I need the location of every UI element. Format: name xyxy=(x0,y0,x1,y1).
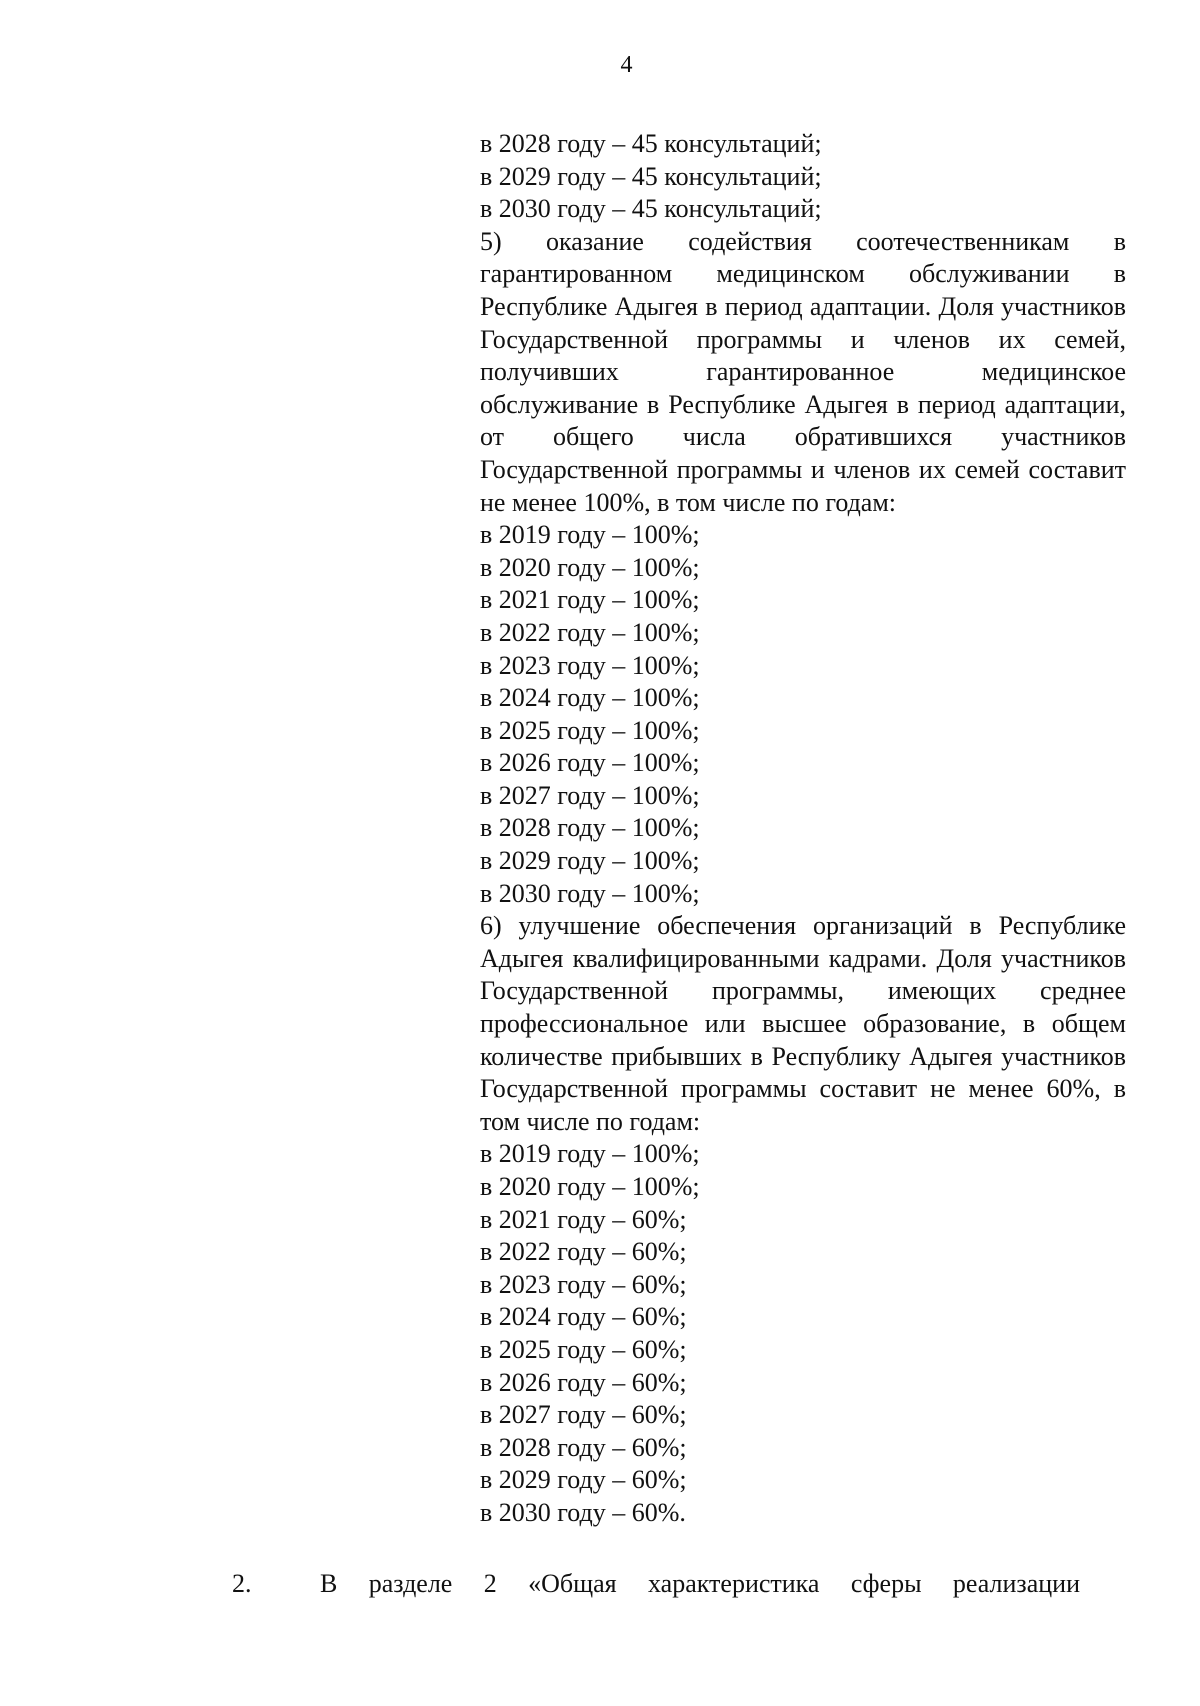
list-item: в 2020 году – 100%; xyxy=(480,552,700,582)
item-5-paragraph: 5) оказание содействия соотечественникам в гарантированном медицинском обслуживании в Республике Адыгея в период адаптации. Доля участников Государственной программы и членов их семей, получивших гарантированное медицинское обслуживание в Республике Адыгея в период адаптации, от общего числа обратившихся участников Государственной программы и членов их семей составит не менее 100%, в том числе по годам: xyxy=(480,226,1126,517)
document-body xyxy=(480,128,1126,1530)
list-item: в 2024 году – 60%; xyxy=(480,1302,687,1332)
list-item: в 2023 году – 60%; xyxy=(480,1269,687,1299)
list-item: в 2019 году – 100%; xyxy=(480,1139,700,1169)
list-item: в 2030 году – 100%; xyxy=(480,878,700,908)
list-item: в 2026 году – 100%; xyxy=(480,748,700,778)
list-item: в 2029 году – 45 консультаций; xyxy=(480,161,822,191)
item-text: В разделе 2 «Общая характеристика сферы реализации xyxy=(320,1569,1080,1598)
list-item: в 2023 году – 100%; xyxy=(480,650,700,680)
list-item: в 2021 году – 100%; xyxy=(480,585,700,615)
list-item: в 2028 году – 45 консультаций; xyxy=(480,129,822,158)
list-item: в 2022 году – 60%; xyxy=(480,1237,687,1267)
list-item: в 2026 году – 60%; xyxy=(480,1367,687,1397)
list-item: в 2029 году – 60%; xyxy=(480,1465,687,1495)
list-item: в 2020 году – 100%; xyxy=(480,1172,700,1201)
item-6-paragraph: 6) улучшение обеспечения организаций в Республике Адыгея квалифицированными кадрами. Доля участников Государственной программы, имеющих среднее профессиональное или высшее образование, в общем количестве прибывших в Республику Адыгея участников Государственной программы составит не менее 60%, в том числе по годам: xyxy=(480,911,1126,1136)
list-item: в 2029 году – 100%; xyxy=(480,846,700,876)
list-item: в 2027 году – 100%; xyxy=(480,780,700,810)
list-item: в 2030 году – 45 консультаций; xyxy=(480,194,822,224)
item-number: 2. xyxy=(232,1569,252,1598)
page-number: 4 xyxy=(620,52,633,78)
list-item: в 2027 году – 60%; xyxy=(480,1400,687,1430)
list-item: в 2022 году – 100%; xyxy=(480,617,700,647)
list-item: в 2024 году – 100%; xyxy=(480,683,700,713)
list-item: в 2021 году – 60%; xyxy=(480,1204,687,1234)
list-item: в 2019 году – 100%; xyxy=(480,520,700,550)
list-item: в 2028 году – 100%; xyxy=(480,813,700,843)
list-item: в 2025 году – 60%; xyxy=(480,1334,687,1364)
list-item: в 2025 году – 100%; xyxy=(480,715,700,745)
list-item: в 2028 году – 60%; xyxy=(480,1432,687,1462)
list-item: в 2030 году – 60%. xyxy=(480,1497,686,1527)
